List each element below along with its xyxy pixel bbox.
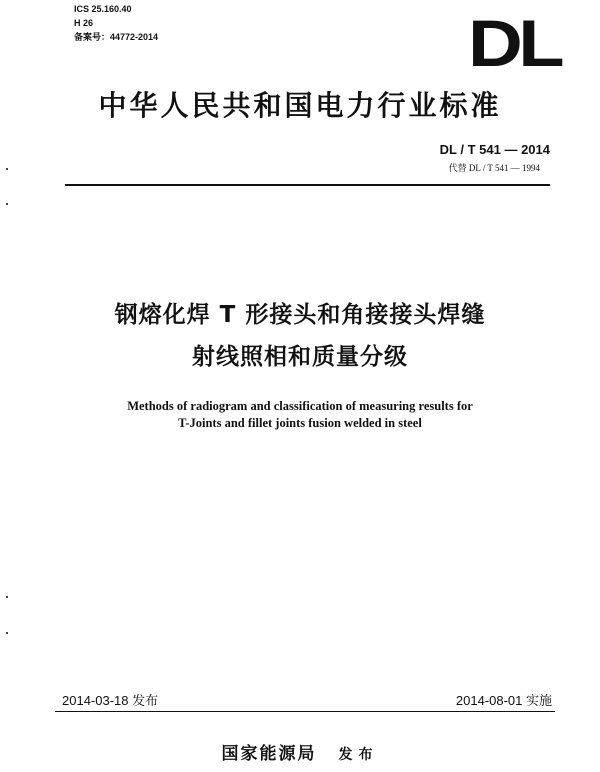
replaces-standard: 代替 DL / T 541 — 1994 [448, 163, 540, 173]
title-en-line1: Methods of radiogram and classification of measuring results for [127, 399, 473, 413]
ics-code: ICS 25.160.40 [74, 4, 132, 14]
footer-divider [55, 711, 555, 712]
classification-code: H 26 [74, 18, 94, 28]
issue-date: 2014-03-18 发布 [62, 693, 159, 708]
scan-mark [6, 596, 8, 598]
title-cn-line1: 钢熔化焊 T 形接头和角接接头焊缝 [114, 302, 486, 328]
standard-number: DL / T 541 — 2014 [439, 142, 550, 157]
publish-label: 发布 [338, 747, 379, 763]
title-cn-line2: 射线照相和质量分级 [192, 344, 408, 370]
header-divider [65, 184, 550, 186]
header-title: 中华人民共和国电力行业标准 [98, 89, 502, 122]
dl-logo: DL [468, 6, 560, 80]
scan-mark [6, 203, 8, 205]
publisher-name: 国家能源局 [221, 744, 317, 764]
publisher-line [0, 739, 600, 764]
record-number: 备案号：44772-2014 [74, 32, 159, 42]
scan-mark [6, 632, 8, 634]
effective-date: 2014-08-01 实施 [455, 693, 552, 708]
title-en-line2: T-Joints and fillet joints fusion welded in steel [178, 416, 422, 430]
scan-mark [6, 168, 8, 170]
